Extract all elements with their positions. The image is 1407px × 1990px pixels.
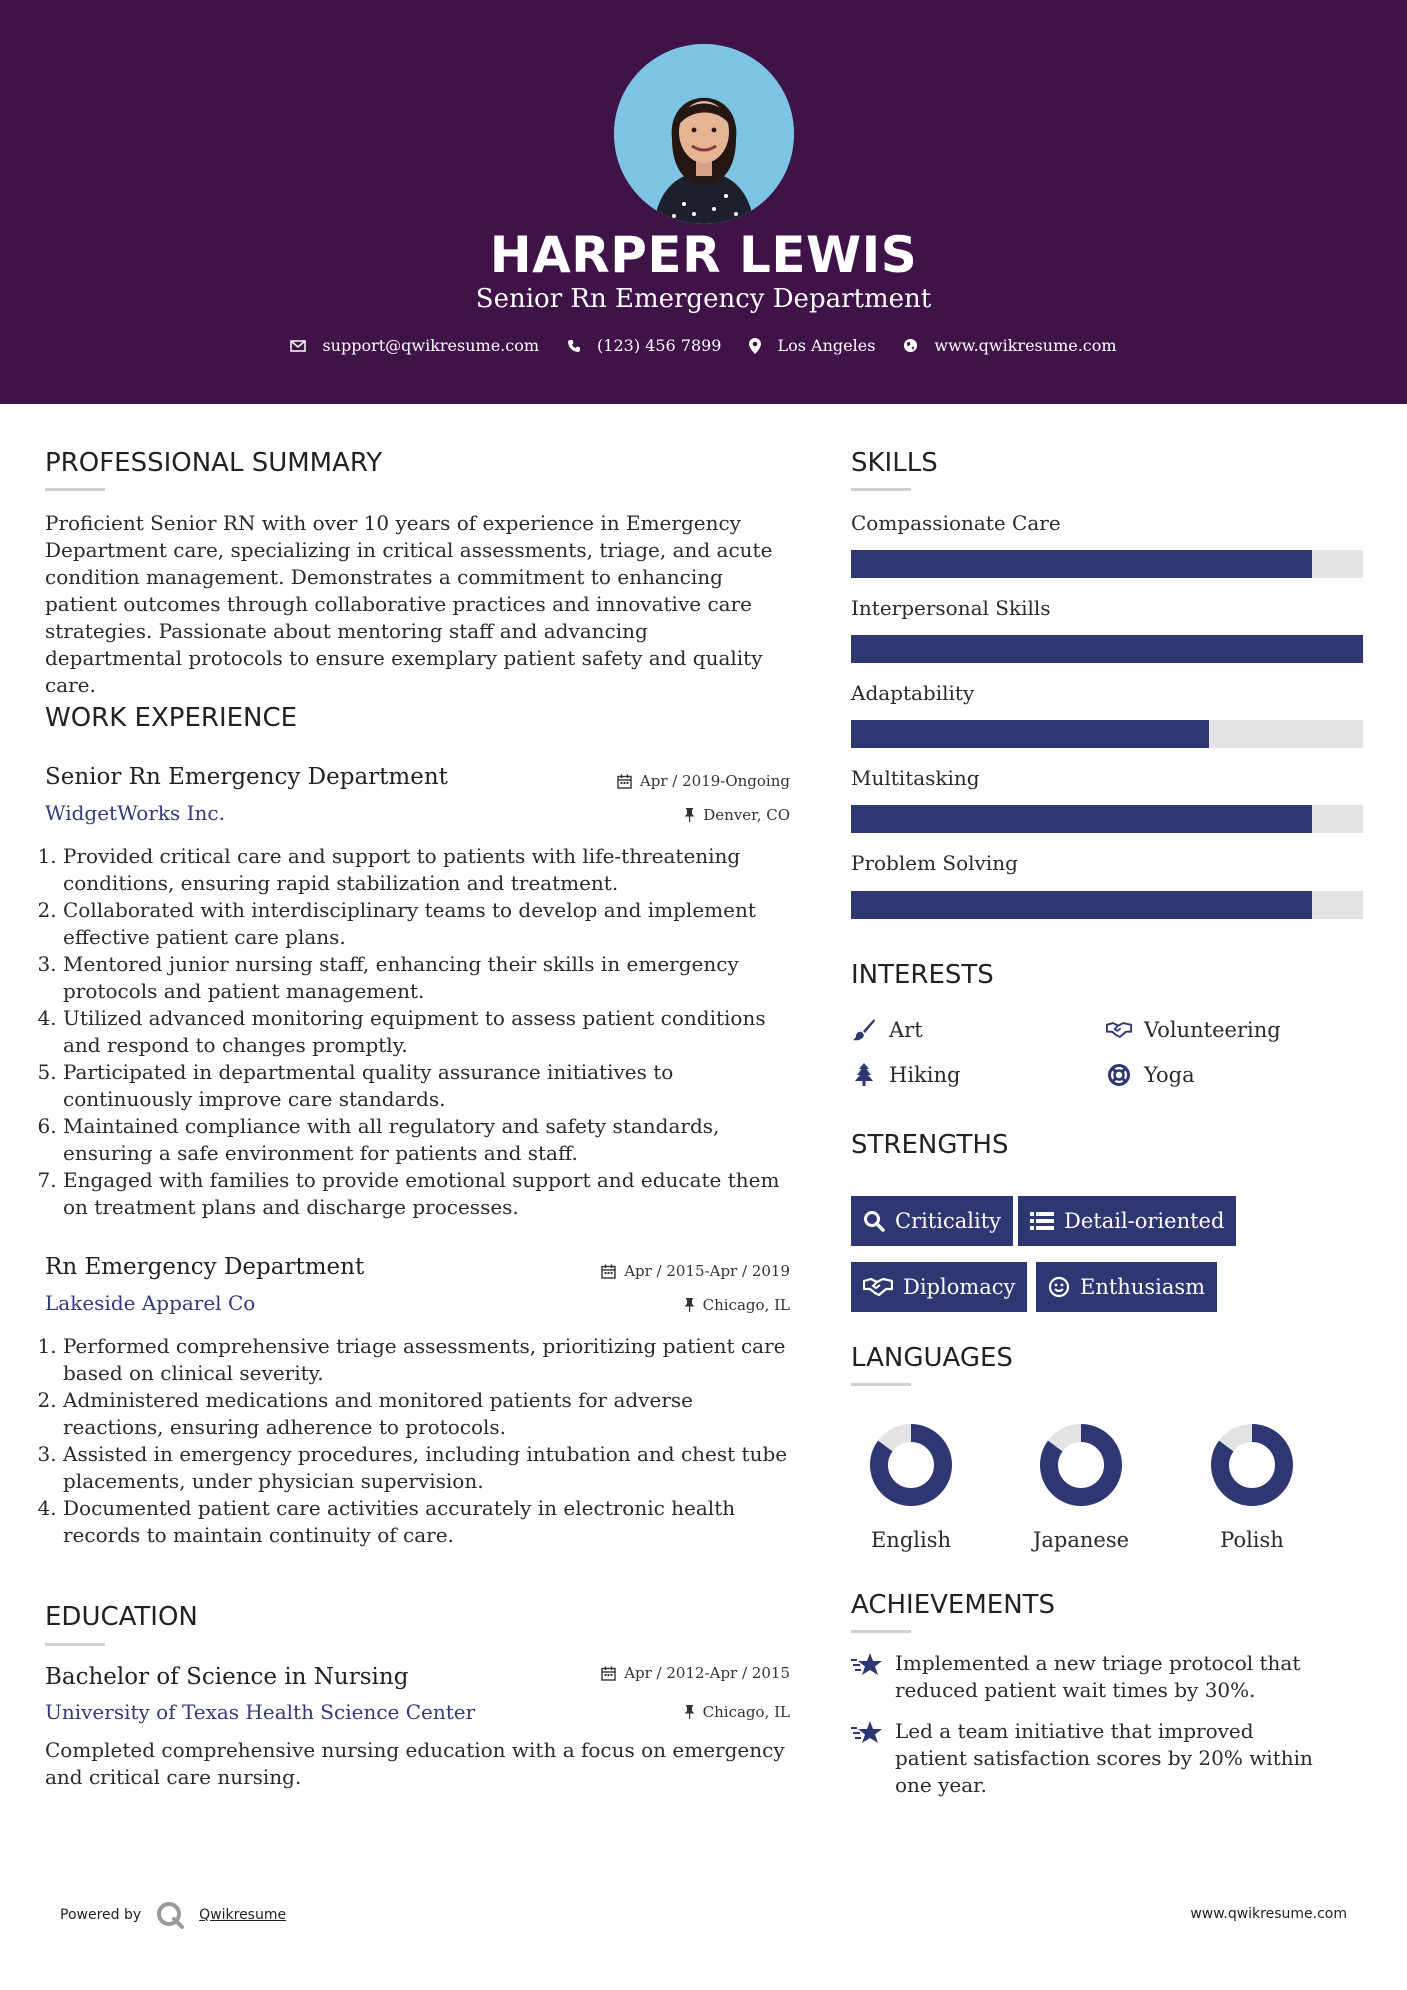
strength-label: Detail-oriented (1064, 1209, 1225, 1233)
contact-phone[interactable] (567, 336, 721, 355)
skill-label: Problem Solving (851, 851, 1018, 875)
languages-underline (851, 1383, 911, 1386)
contact-email[interactable] (290, 336, 539, 355)
footer-url[interactable]: www.qwikresume.com (1190, 1906, 1347, 1922)
interest-label: Yoga (1144, 1063, 1195, 1087)
contact-bar (0, 336, 1407, 355)
envelope-icon (290, 339, 306, 353)
experience-heading: WORK EXPERIENCE (45, 703, 298, 733)
job-duties-list (45, 1333, 790, 1549)
job-company: Lakeside Apparel Co (45, 1291, 256, 1315)
language-item (846, 1420, 976, 1552)
strength-badge (1036, 1262, 1217, 1312)
skill-bar-fill (851, 550, 1312, 578)
job-dates (540, 1262, 790, 1280)
job-company: WidgetWorks Inc. (45, 801, 225, 825)
job-location (540, 806, 790, 824)
life-ring-icon (1106, 1062, 1132, 1088)
skill-label: Adaptability (851, 681, 975, 705)
achievement-item (851, 1718, 1331, 1799)
duty-item: 3. Assisted in emergency procedures, including intubation and chest tube placements, under physician supervision. (63, 1441, 790, 1495)
powered-by-label: Powered by (60, 1907, 142, 1923)
achievements-underline (851, 1630, 911, 1633)
education-location (540, 1703, 790, 1721)
strength-label: Enthusiasm (1080, 1275, 1206, 1299)
achievements-heading: ACHIEVEMENTS (851, 1590, 1056, 1620)
strengths-heading: STRENGTHS (851, 1130, 1009, 1160)
job-title: Rn Emergency Department (45, 1254, 365, 1280)
interest-item (851, 1017, 923, 1043)
pushpin-icon (684, 1705, 695, 1719)
calendar-icon (601, 1666, 616, 1681)
interest-label: Volunteering (1144, 1018, 1281, 1042)
skill-bar (851, 720, 1363, 748)
interest-label: Hiking (889, 1063, 961, 1087)
contact-email-text: support@qwikresume.com (322, 336, 540, 355)
skill-bar (851, 805, 1363, 833)
duty-item: 2. Collaborated with interdisciplinary teams to develop and implement effective patient care plans. (63, 897, 790, 951)
strength-badge (1018, 1196, 1236, 1246)
profile-photo (614, 44, 794, 224)
list-icon (1030, 1211, 1054, 1231)
interests-heading: INTERESTS (851, 960, 994, 990)
job-duties-list (45, 843, 790, 1221)
skill-bar (851, 635, 1363, 663)
contact-location-text: Los Angeles (777, 336, 876, 355)
contact-website-text: www.qwikresume.com (934, 336, 1117, 355)
education-school: University of Texas Health Science Center (45, 1700, 476, 1724)
language-donut (1207, 1420, 1297, 1510)
strength-label: Diplomacy (903, 1275, 1016, 1299)
pushpin-icon (684, 808, 695, 822)
pushpin-icon (684, 1298, 695, 1312)
calendar-icon (601, 1264, 616, 1279)
education-heading: EDUCATION (45, 1602, 198, 1632)
globe-icon (903, 338, 918, 353)
strength-label: Criticality (895, 1209, 1001, 1233)
achievement-item (851, 1650, 1331, 1704)
duty-item: 1. Provided critical care and support to patients with life-threatening conditions, ensuring rapid stabilization and treatment. (63, 843, 790, 897)
language-donut (1036, 1420, 1126, 1510)
language-item (1187, 1420, 1317, 1552)
skill-label: Interpersonal Skills (851, 596, 1051, 620)
skill-bar-fill (851, 720, 1209, 748)
interest-item (851, 1062, 960, 1088)
education-dates-text: Apr / 2012-Apr / 2015 (624, 1664, 790, 1682)
duty-item: 6. Maintained compliance with all regulatory and safety standards, ensuring a safe environment for patients and staff. (63, 1113, 790, 1167)
candidate-title: Senior Rn Emergency Department (475, 284, 932, 314)
education-dates (540, 1664, 790, 1682)
smile-icon (1048, 1276, 1070, 1298)
contact-location (749, 336, 875, 355)
job-location-text: Denver, CO (703, 806, 790, 824)
resume-header (0, 0, 1407, 404)
achievement-text: Implemented a new triage protocol that reduced patient wait times by 30%. (895, 1651, 1301, 1702)
job-title: Senior Rn Emergency Department (45, 764, 448, 790)
duty-item: 1. Performed comprehensive triage assessments, prioritizing patient care based on clinical severity. (63, 1333, 790, 1387)
language-label: English (870, 1528, 952, 1552)
star-icon (851, 1650, 883, 1704)
handshake-icon (1106, 1017, 1132, 1043)
education-location-text: Chicago, IL (702, 1703, 790, 1721)
search-icon (863, 1210, 885, 1232)
skills-heading: SKILLS (851, 448, 938, 478)
skill-label: Multitasking (851, 766, 980, 790)
achievement-text: Led a team initiative that improved patient satisfaction scores by 20% within one year. (895, 1719, 1313, 1797)
job-location (540, 1296, 790, 1314)
brand-link[interactable]: Qwikresume (199, 1907, 287, 1923)
language-donut (866, 1420, 956, 1510)
candidate-name: HARPER LEWIS (489, 226, 918, 284)
strength-badge (851, 1262, 1027, 1312)
job-dates-text: Apr / 2019-Ongoing (639, 772, 790, 790)
star-icon (851, 1718, 883, 1799)
summary-underline (45, 488, 105, 491)
skill-bar-fill (851, 805, 1312, 833)
language-item (1016, 1420, 1146, 1552)
skill-bar-fill (851, 635, 1363, 663)
skill-bar (851, 891, 1363, 919)
duty-item: 3. Mentored junior nursing staff, enhancing their skills in emergency protocols and patient management. (63, 951, 790, 1005)
qwikresume-logo-icon (155, 1900, 185, 1930)
duty-item: 4. Documented patient care activities accurately in electronic health records to maintain continuity of care. (63, 1495, 790, 1549)
handshake-icon (863, 1277, 893, 1297)
footer-powered-by (60, 1900, 286, 1930)
education-underline (45, 1643, 105, 1646)
contact-phone-text: (123) 456 7899 (597, 336, 722, 355)
phone-icon (567, 339, 581, 353)
language-label: Polish (1220, 1528, 1284, 1552)
duty-item: 7. Engaged with families to provide emotional support and educate them on treatment plans and discharge processes. (63, 1167, 790, 1221)
skill-bar-fill (851, 891, 1312, 919)
skill-label: Compassionate Care (851, 511, 1061, 535)
interest-label: Art (889, 1018, 923, 1042)
skills-underline (851, 488, 911, 491)
tree-icon (851, 1062, 877, 1088)
paintbrush-icon (851, 1017, 877, 1043)
calendar-icon (617, 774, 632, 789)
duty-item: 5. Participated in departmental quality assurance initiatives to continuously improve care standards. (63, 1059, 790, 1113)
summary-text: Proficient Senior RN with over 10 years of experience in Emergency Department care, specializing in critical assessments, triage, and acute condition management. Demonstrates a commitment to enhancing patient outcomes through collaborative practices and innovative care strategies. Passionate about mentoring staff and advancing departmental protocols to ensure exemplary patient safety and quality care. (45, 511, 773, 697)
contact-website[interactable] (903, 336, 1116, 355)
duty-item: 4. Utilized advanced monitoring equipment to assess patient conditions and respond to changes promptly. (63, 1005, 790, 1059)
job-dates-text: Apr / 2015-Apr / 2019 (624, 1262, 790, 1280)
education-degree: Bachelor of Science in Nursing (45, 1664, 409, 1690)
skill-bar (851, 550, 1363, 578)
education-description: Completed comprehensive nursing education with a focus on emergency and critical care nursing. (45, 1738, 785, 1789)
summary-heading: PROFESSIONAL SUMMARY (45, 448, 383, 478)
map-marker-icon (749, 338, 761, 354)
interest-item (1106, 1017, 1281, 1043)
interest-item (1106, 1062, 1195, 1088)
duty-item: 2. Administered medications and monitored patients for adverse reactions, ensuring adherence to protocols. (63, 1387, 790, 1441)
job-dates (540, 772, 790, 790)
strength-badge (851, 1196, 1013, 1246)
language-label: Japanese (1032, 1528, 1130, 1552)
job-location-text: Chicago, IL (702, 1296, 790, 1314)
languages-heading: LANGUAGES (851, 1343, 1013, 1373)
